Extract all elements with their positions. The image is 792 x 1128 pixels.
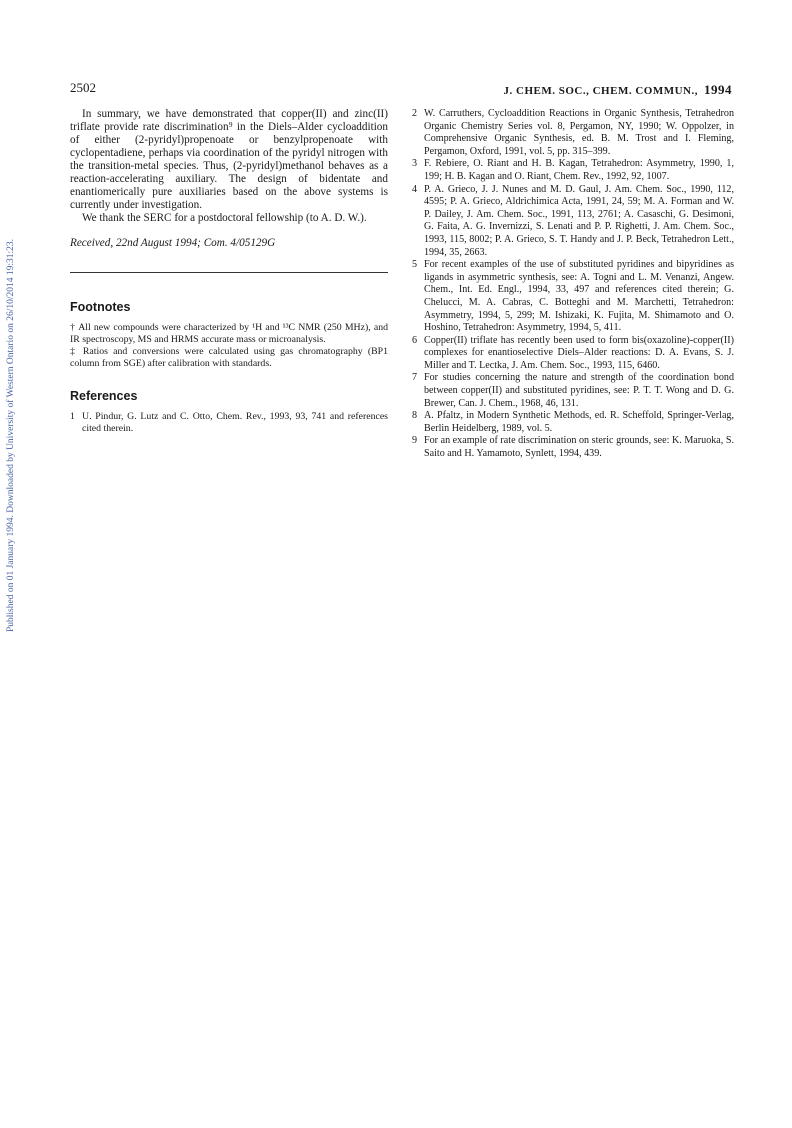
reference-number: 3 [412,158,418,170]
reference-item [412,158,734,183]
reference-number: 1 [70,411,75,422]
footnote-item: ‡ Ratios and conversions were calculated using gas chromatography (BP1 column from SGE) after calibration with standards. [70,346,388,369]
reference-text: W. Carruthers, Cycloaddition Reactions in Organic Synthesis, Tetrahedron Organic Chemistry Series vol. 8, Pergamon, NY, 1990; W. Oppolzer, in Comprehensive Organic Synthesis, ed. B. M. Trost and I. Fleming, Pergamon, Oxford, 1991, vol. 5, pp. 315–399. [424,108,734,157]
reference-item [412,259,734,335]
reference-number: 8 [412,410,418,422]
reference-text: P. A. Grieco, J. J. Nunes and M. D. Gaul, J. Am. Chem. Soc., 1990, 112, 4595; P. A. Grieco, Aldrichimica Acta, 1991, 24, 59; M. A. Forman and W. P. Dailey, J. Am. Chem. Soc., 1991, 113, 2761; A. Casaschi, G. Desimoni, G. Faita, A. G. Invernizzi, S. Lenati and P. P. Righetti, J. Am. Chem. Soc., 1993, 115, 8002; P. A. Grieco, S. T. Handy and J. P. Beck, Tetrahedron Lett., 1994, 35, 2663. [424,183,734,258]
page-number: 2502 [70,80,96,95]
left-column [70,108,388,435]
summary-paragraph: In summary, we have demonstrated that copper(II) and zinc(II) triflate provide rate discrimination⁹ in the Diels–Alder cycloaddition of either (2-pyridyl)propenoate or benzylpropenoate with cyclopentadiene, perhaps via coordination of the pyridyl nitrogen with the transition-metal species. Thus, (2-pyridyl)methanol behaves as a reaction-accelerating auxiliary. The design of bidentate and enantiomerically pure auxiliaries based on the above systems is currently under investigation. [70,108,388,211]
reference-number: 9 [412,435,418,447]
reference-number: 5 [412,259,418,271]
reference-text: U. Pindur, G. Lutz and C. Otto, Chem. Rev., 1993, 93, 741 and references cited therein. [82,411,388,434]
reference-item [412,335,734,373]
references-heading: References [70,389,138,403]
reference-number: 2 [412,108,418,119]
footnotes-heading: Footnotes [70,300,131,314]
download-watermark[interactable]: Published on 01 January 1994. Downloaded by University of Western Ontario on 26/10/2014 19:31:23. [6,238,16,632]
reference-text: A. Pfaltz, in Modern Synthetic Methods, ed. R. Scheffold, Springer-Verlag, Berlin Heidelberg, 1989, vol. 5. [424,410,734,434]
reference-number: 6 [412,334,418,346]
reference-number: 7 [412,372,418,384]
reference-item [412,372,734,410]
reference-text: Copper(II) triflate has recently been used to form bis(oxazoline)-copper(II) complexes for enantioselective Diels–Alder reactions: D. A. Evans, S. J. Miller and T. Lectka, J. Am. Chem. Soc., 1993, 115, 6460. [424,334,734,371]
received-line: Received, 22nd August 1994; Com. 4/05129G [70,237,276,249]
reference-item [70,411,388,435]
reference-number: 4 [412,183,418,195]
footnote-item: † All new compounds were characterized by ¹H and ¹³C NMR (250 MHz), and IR spectroscopy, MS and HRMS accurate mass or microanalysis. [70,322,388,345]
reference-text: F. Rebiere, O. Riant and H. B. Kagan, Tetrahedron: Asymmetry, 1990, 1, 199; H. B. Kagan and O. Riant, Chem. Rev., 1992, 92, 1007. [424,158,734,182]
reference-item [412,184,734,260]
reference-item [412,410,734,435]
reference-item [412,435,734,460]
journal-header [504,82,732,98]
right-column [412,108,734,461]
reference-item [412,108,734,158]
reference-text: For recent examples of the use of substituted pyridines and bipyridines as ligands in asymmetric synthesis, see: A. Togni and L. M. Venanzi, Angew. Chem., Int. Ed. Engl., 1994, 33, 497 and references cited therein; G. Chelucci, M. A. Cabras, C. Botteghi and M. Marchetti, Tetrahedron: Asymmetry, 1994, 5, 299; M. Ishizaki, K. Fujita, M. Shimamoto and O. Hoshino, Tetrahedron: Asymmetry, 1994, 5, 411. [424,259,734,334]
reference-text: For an example of rate discrimination on steric grounds, see: K. Maruoka, S. Saito and H. Yamamoto, Synlett, 1994, 439. [424,435,734,460]
section-divider [70,272,388,273]
acknowledgement-paragraph: We thank the SERC for a postdoctoral fellowship (to A. D. W.). [82,212,367,224]
reference-text: For studies concerning the nature and strength of the coordination bond between copper(II) and substituted pyridines, see: P. T. T. Wong and D. G. Brewer, Can. J. Chem., 1968, 46, 131. [424,372,734,409]
journal-year: 1994 [704,82,732,97]
journal-name: J. CHEM. SOC., CHEM. COMMUN., [503,85,698,97]
